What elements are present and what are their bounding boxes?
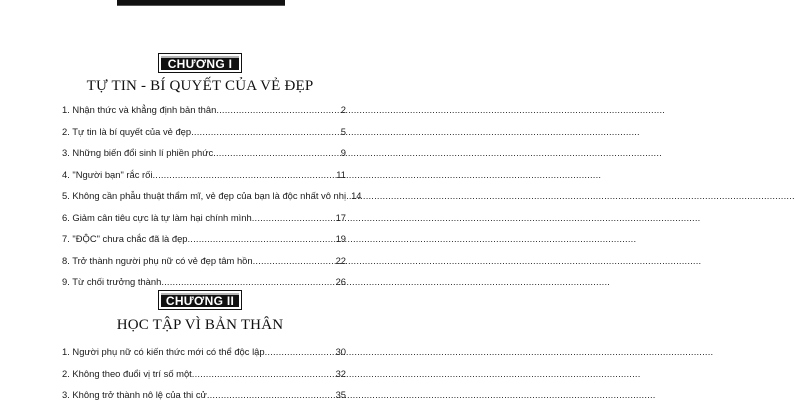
- chapter-1-badge-fill: [161, 56, 239, 70]
- toc-entry[interactable]: [62, 363, 346, 385]
- toc-entry-page: 32: [335, 367, 346, 379]
- toc-entry-title: 9. Từ chối trưởng thành: [62, 276, 162, 287]
- toc-entry-title: 1. Người phụ nữ có kiến thức mới có thể độc lập: [62, 346, 265, 357]
- chapter-1-title: TỰ TIN - BÍ QUYẾT CỦA VẺ ĐẸP: [86, 78, 314, 94]
- toc-entry-title: 5. Không cần phẫu thuật thẩm mĩ, vẻ đẹp của bạn là độc nhất vô nhị: [62, 190, 347, 201]
- toc-entry-title: 2. Tự tin là bí quyết của vẻ đẹp: [62, 125, 192, 137]
- toc-leader-dots: [191, 121, 340, 143]
- toc-entry-page: 14: [351, 190, 362, 201]
- toc-leader-dots: [188, 228, 335, 250]
- chapter-2-label: CHƯƠNG II: [165, 294, 235, 308]
- toc-entry-page: 11: [336, 168, 346, 180]
- book-page: [0, 0, 400, 400]
- toc-entry-title: 8. Trở thành người phụ nữ có vẻ đẹp tâm hồn: [62, 254, 253, 266]
- toc-entry[interactable]: [62, 341, 346, 363]
- toc-leader-dots: [252, 207, 335, 229]
- toc-leader-dots: [213, 142, 340, 164]
- toc-entry[interactable]: [62, 384, 346, 406]
- toc-leader-dots: [207, 384, 335, 406]
- toc-entry[interactable]: [62, 250, 346, 272]
- toc-leader-dots: [192, 363, 335, 385]
- toc-entry-page: 35: [335, 389, 346, 400]
- chapter-2-toc: [62, 341, 346, 406]
- toc-leader-dots: [216, 99, 339, 121]
- toc-entry-title: 3. Những biến đổi sinh lí phiền phức: [62, 147, 214, 158]
- toc-entry-page: 26: [335, 276, 346, 287]
- toc-entry-title: 3. Không trở thành nô lệ của thi cử: [62, 389, 207, 400]
- top-banner-edge: [117, 0, 285, 6]
- toc-entry-title: 1. Nhận thức và khẳng định bản thân: [62, 104, 217, 115]
- toc-entry[interactable]: [62, 99, 346, 121]
- toc-entry[interactable]: [62, 142, 346, 164]
- toc-entry-page: 5: [340, 125, 346, 137]
- toc-entry[interactable]: [62, 121, 346, 143]
- toc-entry-page: 9: [340, 147, 346, 158]
- toc-entry-page: 22: [335, 254, 346, 266]
- chapter-1-badge: [158, 53, 242, 73]
- chapter-1-toc: [62, 99, 362, 293]
- toc-entry-title: 6. Giảm cân tiêu cực là tự làm hại chính mình: [62, 211, 252, 223]
- chapter-2-title: HỌC TẬP VÌ BẢN THÂN: [116, 317, 284, 333]
- toc-entry-page: 17: [335, 211, 346, 223]
- toc-entry-page: 30: [335, 346, 346, 357]
- toc-leader-dots: [152, 164, 335, 186]
- toc-entry-title: 2. Không theo đuổi vị trí số một: [62, 367, 192, 379]
- chapter-2-badge-fill: [161, 293, 239, 307]
- chapter-2-badge: [158, 290, 242, 310]
- toc-entry-page: 2: [340, 104, 346, 115]
- toc-entry[interactable]: [62, 207, 346, 229]
- toc-entry[interactable]: [62, 164, 346, 186]
- toc-leader-dots: [265, 341, 335, 363]
- toc-leader-dots: [253, 250, 335, 272]
- chapter-1-label: CHƯƠNG I: [167, 57, 233, 71]
- toc-entry[interactable]: [62, 185, 362, 207]
- toc-entry-title: 4. "Người bạn" rắc rối: [62, 168, 153, 180]
- toc-entry-title: 7. "ĐỘC" chưa chắc đã là đẹp: [62, 233, 188, 244]
- toc-entry-page: 19: [335, 233, 346, 244]
- toc-entry[interactable]: [62, 228, 346, 250]
